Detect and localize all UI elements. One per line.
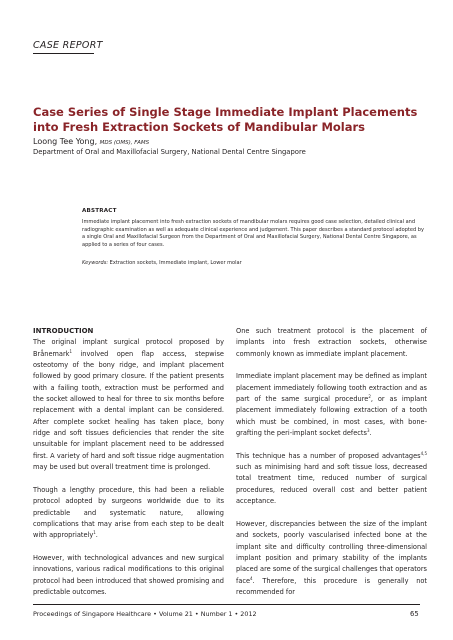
keywords-label: Keywords:: [82, 260, 109, 266]
footer-rule: [33, 604, 420, 605]
section-heading-introduction: INTRODUCTION: [33, 327, 94, 335]
paragraph: However, discrepancies between the size of the implant and sockets, poorly vascularised infected bone at the implant site and difficulty controlling three-dimensional implant position and primary stability of the implants placed are some of the surgical challenges that operators face$^4$. Therefore, this procedure is generally not recommended for: [236, 519, 427, 596]
author-credentials: MDS (OMS), FAMS: [99, 140, 150, 146]
page-number: 65: [410, 610, 419, 618]
citation-ref: 1: [69, 348, 73, 354]
citation-ref: 4,5: [420, 450, 427, 456]
left-column: [33, 326, 224, 598]
paragraph: Though a lengthy procedure, this had been a reliable protocol adopted by surgeons worldwide due to its predictable and systematic nature, allowing complications that may arise from each step to be dealt with appropriately$^1$.: [33, 485, 224, 540]
right-column: [236, 326, 427, 598]
paragraph: Immediate implant placement may be defined as implant placement immediately following tooth extraction and as part of the same surgical procedure$^2$, or as implant placement immediately following extraction of a tooth which must be combined, in most cases, with bone-grafting the peri-implant socket defects$^3$.: [236, 372, 427, 438]
author-name: Loong Tee Yong,: [33, 137, 98, 146]
citation-ref: 4: [250, 575, 253, 581]
paragraph: This technique has a number of proposed advantages$^{4,5}$ such as minimising hard and soft tissue loss, decreased total treatment time, reduced number of surgical procedures, reduced overall cost and better patient acceptance.: [236, 450, 427, 506]
citation-ref: 2: [368, 393, 371, 399]
abstract-heading: ABSTRACT: [82, 208, 117, 214]
section-label: CASE REPORT: [33, 40, 103, 51]
paragraph: However, with technological advances and new surgical innovations, various radical modifications to this original protocol had been introduced that showed promising and predictable outcomes.: [33, 553, 224, 596]
paragraph: The original implant surgical protocol proposed by Brånemark$^1$ involved open flap access, stepwise osteotomy of the bony ridge, and implant placement followed by good primary closure. If the patient presents with a failing tooth, extraction must be performed and the socket allowed to heal for three to six months before replacement with a dental implant can be considered. After complete socket healing has taken place, bony ridge and soft tissues deficiencies that render the site unsuitable for implant placement need to be addressed first. A variety of hard and soft tissue ridge augmentation may be used but overall treatment time is prolonged.: [33, 338, 224, 472]
citation-ref: 1: [93, 530, 96, 535]
author-affiliation: Department of Oral and Maxillofacial Surgery, National Dental Centre Singapore: [33, 148, 306, 156]
author-line: [33, 137, 149, 146]
article-title: Case Series of Single Stage Immediate Implant Placements into Fresh Extraction Sockets of Mandibular Molars: [33, 105, 418, 134]
keywords-text: Extraction sockets, Immediate implant, Lower molar: [109, 260, 242, 266]
paragraph: One such treatment protocol is the placement of implants into fresh extraction sockets, otherwise commonly known as immediate implant placement.: [236, 327, 427, 358]
abstract-text: Immediate implant placement into fresh extraction sockets of mandibular molars requires good case selection, detailed clinical and radiographic examination as well as adequate clinical experience and judgement. This paper describes a standard protocol adopted by a single Oral and Maxillofacial Surgeon from the Department of Oral and Maxillofacial Surgery, National Dental Centre Singapore, as applied to a series of four cases.: [82, 219, 425, 248]
section-underline: [33, 53, 94, 54]
citation-ref: 3: [366, 427, 370, 433]
keywords-line: [82, 260, 242, 266]
journal-citation: Proceedings of Singapore Healthcare • Volume 21 • Number 1 • 2012: [33, 610, 257, 618]
